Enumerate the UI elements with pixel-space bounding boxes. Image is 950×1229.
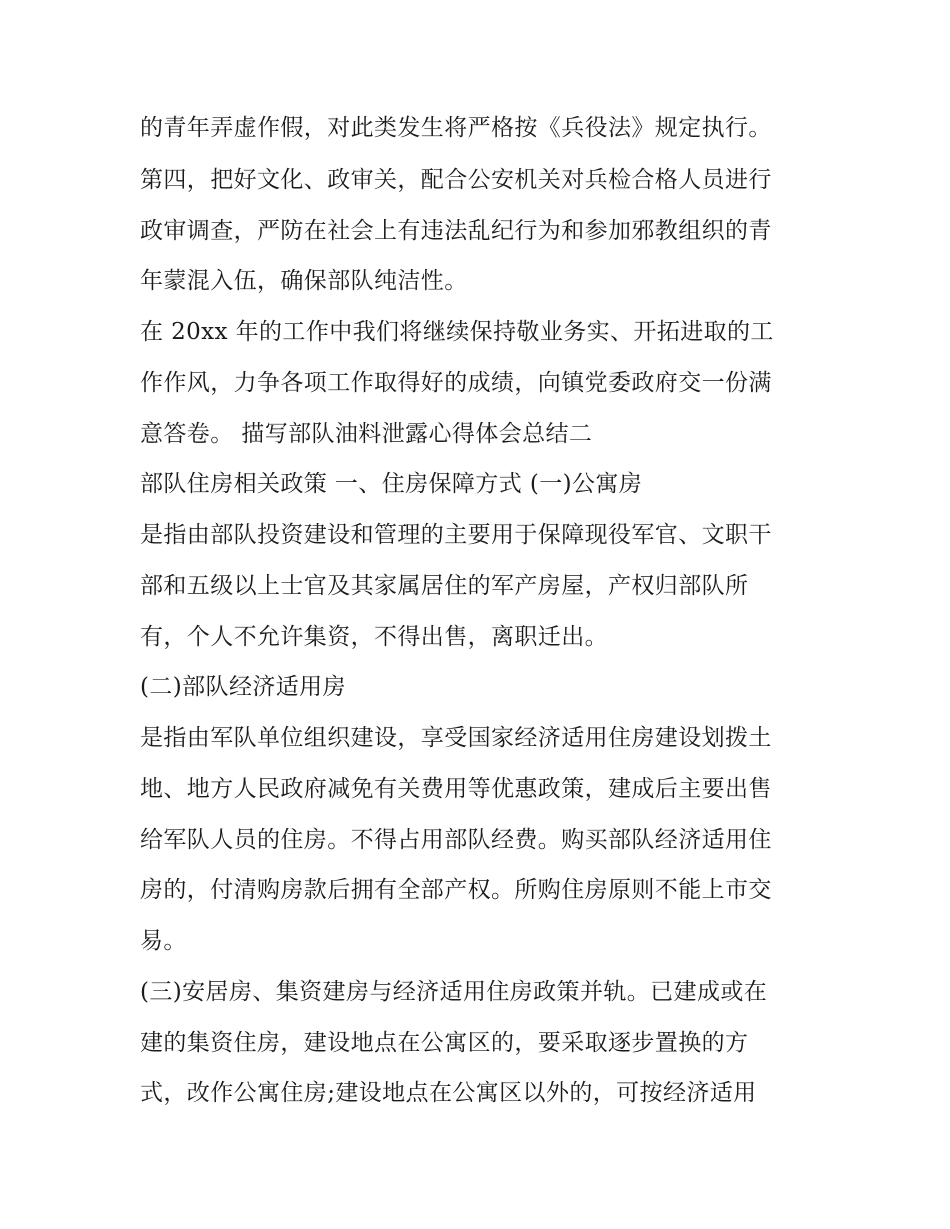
text-line: 年蒙混入伍，确保部队纯洁性。 — [140, 268, 468, 294]
text-line: 建的集资住房，建设地点在公寓区的，要采取逐步置换的方 — [140, 1030, 749, 1056]
text-line: 在 20xx 年的工作中我们将继续保持敬业务实、开拓进取的工 — [140, 319, 774, 345]
text-line: 政审调查，严防在社会上有违法乱纪行为和参加邪教组织的青 — [140, 218, 772, 244]
text-line: 给军队人员的住房。不得占用部队经费。购买部队经济适用住 — [140, 827, 772, 853]
text-line: 是指由军队单位组织建设，享受国家经济适用住房建设划拨土 — [140, 725, 772, 751]
section-heading: (三)安居房、集资建房与经济适用住房政策并轨。已建成或在 — [140, 979, 768, 1005]
text-line: 作作风，力争各项工作取得好的成绩，向镇党委政府交一份满 — [140, 370, 772, 396]
section-heading: 部队住房相关政策 一、住房保障方式 (一)公寓房 — [140, 471, 643, 497]
text-line: 房的，付清购房款后拥有全部产权。所购住房原则不能上市交 — [140, 877, 772, 903]
text-line: 式，改作公寓住房;建设地点在公寓区以外的，可按经济适用 — [140, 1080, 757, 1106]
text-line: 意答卷。 描写部队油料泄露心得体会总结二 — [140, 421, 593, 447]
text-line: 第四，把好文化、政审关，配合公安机关对兵检合格人员进行 — [140, 167, 772, 193]
section-heading: (二)部队经济适用房 — [140, 674, 346, 700]
text-line: 有，个人不允许集资，不得出售，离职迁出。 — [140, 624, 608, 650]
text-line: 地、地方人民政府减免有关费用等优惠政策，建成后主要出售 — [140, 776, 772, 802]
text-line: 部和五级以上士官及其家属居住的军产房屋，产权归部队所 — [140, 573, 749, 599]
text-line: 的青年弄虚作假，对此类发生将严格按《兵役法》规定执行。 — [140, 115, 772, 141]
text-line: 是指由部队投资建设和管理的主要用于保障现役军官、文职干 — [140, 522, 772, 548]
text-line: 易。 — [140, 928, 187, 954]
